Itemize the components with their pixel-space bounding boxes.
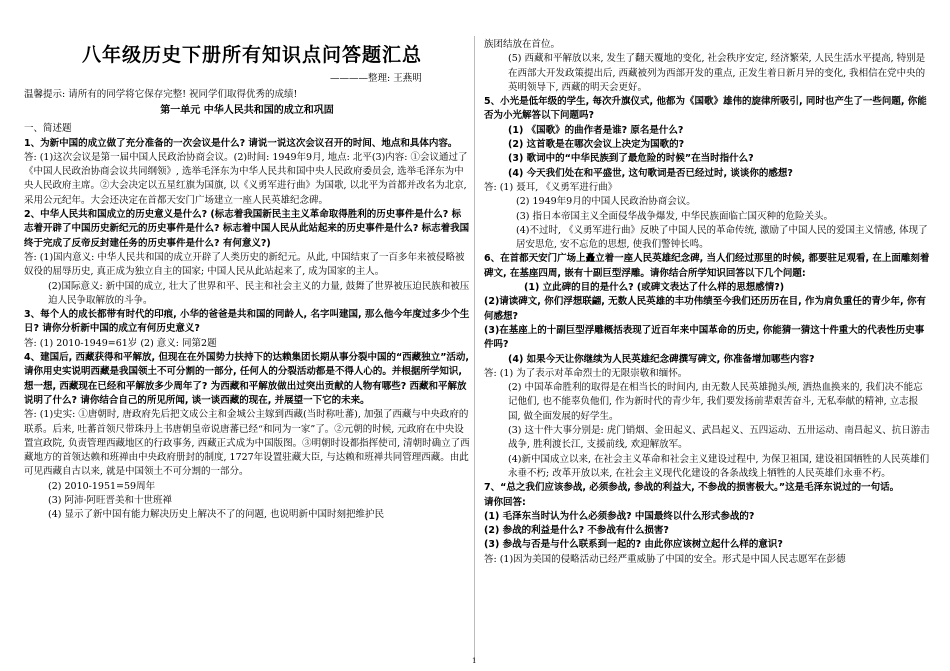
answer-text: (2) 中国革命胜利的取得是在相当长的时间内, 由无数人民英雄抛头颅, 洒热血换来的, 我们决不能忘记他们, 也不能辜负他们, 作为新时代的青少年, 我们要发扬前辈艰苦奋斗, 无私奉献的精神, 立志报国, 做全面发展的好学生。: [508, 382, 923, 422]
question-text: (2) 参战的利益是什么? 不参战有什么损害?: [484, 525, 669, 537]
section-heading: 一、简述题: [24, 123, 72, 135]
question-text: (4) 如果今天让你继续为人民英雄纪念碑撰写碑文, 你准备增加哪些内容?: [508, 353, 815, 365]
left-column: [24, 104, 470, 523]
left-content: [24, 137, 470, 523]
question-text: (3)在基座上的十副巨型浮雕概括表现了近百年来中国革命的历史, 你能猜一猜这十件重大的代表性历史事件吗?: [484, 324, 925, 351]
unit-heading: 第一单元 中华人民共和国的成立和巩固: [160, 105, 334, 116]
answer-text: (3) 指日本帝国主义全面侵华战争爆发, 中华民族面临亡国灭种的危险关头。: [516, 210, 834, 222]
answer-text: (3) 这十件大事分别是: 虎门销烟、金田起义、武昌起义、五四运动、五卅运动、南昌起义、抗日游击战争, 胜利渡长江, 支援前线, 欢迎解放军。: [508, 425, 930, 451]
question-text: (2) 这首歌是在哪次会议上决定为国歌的?: [508, 139, 685, 151]
page-number: 1: [472, 657, 477, 665]
answer-text: 答: (1) 聂耳, 《义勇军进行曲》: [484, 181, 618, 193]
answer-text: (2) 2010-1951=59周年: [48, 480, 156, 492]
answer-text: 答: (1) 2010-1949=61岁 (2) 意义: 同第2题: [24, 337, 217, 349]
answer-text: 答: (1)这次会议是第一届中国人民政治协商会议。(2)时间: 1949年9月, 地点: 北平(3)内容: ①会议通过了《中国人民政治协商会议共同纲领》, 选举毛泽东为中华人民共和国中央人民政府委员会, 选举毛泽东为中央人民政府主席。②大会决定以五星红旗为国旗, 以《义勇军进行曲》为国歌, 以北平为首都并改名为北京, 采用公元纪年。大会还决定在首都天安门广场建立一座人民英雄纪念碑。: [24, 151, 468, 206]
answer-text: 答: (1)国内意义: 中华人民共和国的成立开辟了人类历史的新纪元。从此, 中国结束了一百多年来被侵略被奴役的屈辱历史, 真正成为独立自主的国家; 中国人民从此站起来了, 成为国家的主人。: [24, 251, 465, 278]
author-line: ————整理: 王燕明: [330, 73, 422, 84]
question-text: 1、为新中国的成立做了充分准备的一次会议是什么? 请说一说这次会议召开的时间、地点和具体内容。: [24, 137, 458, 149]
document-title: 八年级历史下册所有知识点问答题汇总: [81, 44, 422, 66]
answer-text: (4)不过时, 《义勇军进行曲》反映了中国人民的革命传统, 激励了中国人民的爱国主义情感, 体现了居安思危, 安不忘危的思想, 使我们警钟长鸣。: [516, 224, 928, 251]
question-text: (4) 今天我们处在和平盛世, 这句歌词是否已经过时, 谈谈你的感想?: [508, 167, 793, 179]
right-content: [484, 38, 930, 567]
answer-text: 答: (1)因为美国的侵略活动已经严重威胁了中国的安全。形式是中国人民志愿军在彭德: [484, 553, 846, 565]
answer-text: (4) 显示了新中国有能力解决历史上解决不了的问题, 也说明新中国时刻把维护民: [48, 509, 385, 521]
column-divider: [474, 36, 475, 661]
answer-text: (3) 阿沛·阿旺晋美和十世班禅: [48, 495, 172, 507]
question-text: 2、中华人民共和国成立的历史意义是什么? (标志着我国新民主主义革命取得胜利的历史事件是什么? 标志着开辟了中国历史新纪元的历史事件是什么? 标志着中国人民从此站起来的历史事件是什么? 标志着我国终于完成了反帝反封建任务的历史事件是什么? 有何意义?): [24, 209, 470, 249]
answer-text: (2)国际意义: 新中国的成立, 壮大了世界和平、民主和社会主义的力量, 鼓舞了世界被压迫民族和被压迫人民争取解放的斗争。: [48, 280, 470, 306]
notice-line: 温馨提示: 请所有的同学将它保存完整! 祝同学们取得优秀的成绩!: [24, 89, 298, 100]
question-text: (1) 毛泽东当时认为什么必须参战? 中国最终以什么形式参战的?: [484, 510, 755, 522]
question-text: 3、每个人的成长都带有时代的印痕, 小华的爸爸是共和国的同龄人, 名字叫建国, 那么他今年度过多少个生日? 请你分析新中国的成立有何历史意义?: [24, 309, 470, 335]
question-text: (3) 歌词中的“中华民族到了最危险的时候”在当时指什么?: [508, 153, 754, 165]
answer-text: (2) 1949年9月的中国人民政治协商会议。: [516, 196, 696, 208]
answer-text: 族团结放在首位。: [484, 39, 561, 50]
question-text: 请你回答:: [484, 496, 526, 508]
question-text: (1) 立此碑的目的是什么? (或碑文表达了什么样的思想感情?): [524, 282, 785, 294]
question-text: 7、“总之我们应该参战, 必须参战, 参战的利益大, 不参战的损害极大。”这是毛泽东说过的一句话。: [484, 482, 900, 494]
question-text: 5、小光是低年级的学生, 每次升旗仪式, 他都为《国歌》雄伟的旋律所吸引, 同时也产生了一些问题, 你能否为小光解答以下问题吗?: [484, 96, 927, 122]
question-text: 4、建国后, 西藏获得和平解放, 但现在在外国势力扶持下的达赖集团长期从事分裂中国的“西藏独立”活动, 请你用史实说明西藏是我国领土不可分割的一部分, 任何人的分裂活动都是不得人心的。并根据所学知识, 想一想, 西藏现在已经和平解放多少周年了? 为西藏和平解放做出过突出贡献的人物有哪些? 西藏和平解放说明了什么? 请你结合自己的所见所闻, 谈一谈西藏的现在, 并展望一下它的未来。: [24, 352, 470, 406]
answer-text: (4)新中国成立以来, 在社会主义革命和社会主义建设过程中, 为保卫祖国, 建设祖国牺牲的人民英雄们永垂不朽; 改革开放以来, 在社会主义现代化建设的各条战线上牺牲的人民英雄们永垂不朽。: [508, 453, 930, 479]
question-text: (3) 参战与否是与什么联系到一起的? 由此你应该树立起什么样的意识?: [484, 539, 783, 551]
answer-text: (5) 西藏和平解放以来, 发生了翻天覆地的变化, 社会秩序安定, 经济繁荣, 人民生活水平提高, 特别是在西部大开发政策提出后, 西藏被列为西部开发的重点, 正发生着日新月异的变化, 我相信在党中央的英明领导下, 西藏的明天会更好。: [508, 53, 926, 93]
question-text: (2)请读碑文, 你们浮想联翩, 无数人民英雄的丰功伟绩至今我们还历历在目, 作为肩负重任的青少年, 你有何感想?: [484, 296, 926, 322]
question-text: (1) 《国歌》的曲作者是谁? 原名是什么?: [508, 124, 684, 136]
answer-text: 答: (1) 为了表示对革命烈士的无限崇敬和缅怀。: [484, 367, 688, 379]
question-text: 6、在首都天安门广场上矗立着一座人民英雄纪念碑, 当人们经过那里的时候, 都要驻足观看, 在上面雕刻着碑文, 在基座四周, 嵌有十副巨型浮雕。请你结合所学知识回答以下几个问题:: [484, 253, 930, 279]
right-column: [484, 38, 930, 567]
answer-text: 答: (1)史实: ①唐朝时, 唐政府先后把文成公主和金城公主嫁到西藏(当时称吐蕃), 加强了西藏与中央政府的联系。后来, 吐蕃首领尺带珠丹上书唐朝皇帝说唐蕃已经“和同为一家”了。②元朝的时候, 元政府在中央设置宣政院, 负责管理西藏地区的行政事务, 西藏正式成为中国版图。③明朝时设都指挥使司, 清朝时确立了西藏地方的首领达赖和班禅由中央政府册封的制度, 1727年设置驻藏大臣, 与达赖和班禅共同管理西藏。由此可见西藏自古以来, 就是中国领土不可分割的一部分。: [24, 409, 470, 478]
